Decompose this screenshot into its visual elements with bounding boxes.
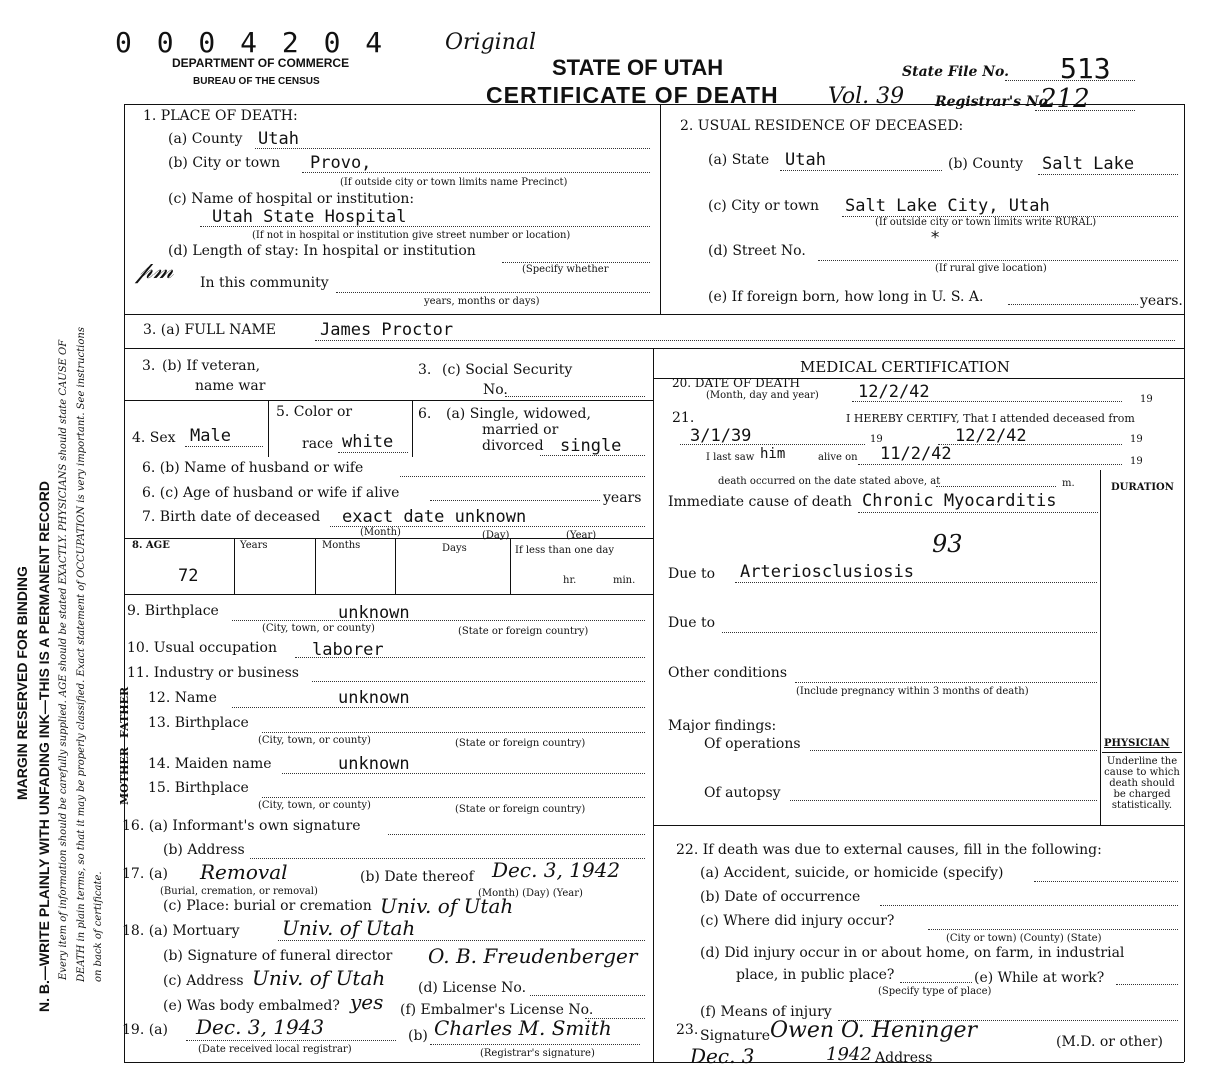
stay-note: (Specify whether [522,264,609,275]
residence-street-value: * [930,228,941,248]
margin-binding-note: MARGIN RESERVED FOR BINDING [14,566,30,800]
ssn-num: 3. [418,362,432,378]
father-name-value: unknown [338,688,410,708]
major-findings-label: Major findings: [668,718,777,734]
funeral-director-value: O. B. Freudenberger [428,944,638,968]
where-note: (City or town) (County) (State) [946,933,1102,944]
veteran-war-label: name war [195,378,266,394]
foreign-born-suffix: years. [1140,293,1183,309]
certify-text: I HEREBY CERTIFY, That I attended deceased from [846,412,1135,425]
age-days-label: Days [442,543,467,554]
original-annotation: Original [445,30,537,55]
duration-label: DURATION [1111,482,1174,493]
death-city-label: (b) City or town [168,155,281,171]
date-of-death-note: (Month, day and year) [706,390,819,401]
immediate-cause-value: Chronic Myocarditis [862,491,1057,511]
birthplace-city-note: (City, town, or county) [262,623,375,634]
informant-label: 16. (a) Informant's own signature [122,818,361,834]
death-city-note: (If outside city or town limits name Precinct) [340,177,568,188]
attended-to-year: 19 [1130,434,1143,445]
burial-value: Removal [200,860,288,884]
mother-birth-state-note: (State or foreign country) [455,804,586,815]
embalmed-label: (e) Was body embalmed? [163,998,340,1014]
state-file-value: 513 [1060,52,1111,85]
margin-instructions-2: DEATH in plain terms, so that it may be properly classified. Exact statement of OCCUPATION is very important. See instructions [76,327,87,982]
occupation-value: laborer [312,640,384,660]
due-to-2-label: Due to [668,615,716,631]
home-label: (d) Did injury occur in or about home, on farm, in industrial [700,945,1125,961]
medical-heading: MEDICAL CERTIFICATION [800,358,1010,376]
date-thereof-label: (b) Date thereof [360,869,474,885]
residence-heading: 2. USUAL RESIDENCE OF DECEASED: [680,118,964,134]
sex-label: 4. Sex [132,430,176,446]
age-hr-label: hr. [563,575,577,586]
veteran-num: 3. [142,358,156,374]
accident-label: (a) Accident, suicide, or homicide (specify) [700,865,1004,881]
external-causes-label: 22. If death was due to external causes, fill in the following: [676,842,1102,858]
while-at-work-label: (e) While at work? [974,970,1105,986]
attended-from-value: 3/1/39 [690,426,752,446]
received-value: Dec. 3, 1943 [196,1015,325,1039]
last-saw-value: him [760,446,786,462]
age-less-day-label: If less than one day [515,545,614,556]
birthdate-day-note: (Day) [482,530,510,541]
burial-note: (Burial, cremation, or removal) [160,886,318,897]
residence-county-value: Salt Lake [1042,154,1135,174]
received-label: 19. (a) [122,1022,168,1038]
age-label: 8. AGE [132,540,170,551]
due-to-value: Arteriosclusiosis [740,562,914,582]
hospital-value: Utah State Hospital [212,207,407,227]
state-title: STATE OF UTAH [552,55,724,80]
other-conditions-label: Other conditions [668,665,788,681]
death-occurred-m: m. [1062,478,1075,489]
residence-city-label: (c) City or town [708,198,820,214]
mother-birth-city-note: (City, town, or county) [258,800,371,811]
birthdate-label: 7. Birth date of deceased [142,509,321,525]
marital-label3: divorced [482,438,544,454]
place-of-death-heading: 1. PLACE OF DEATH: [143,108,298,124]
race-label: race [302,436,334,452]
immediate-cause-label: Immediate cause of death [668,494,852,510]
father-birth-city-note: (City, town, or county) [258,735,371,746]
license-label: (d) License No. [418,980,527,996]
birthdate-value: exact date unknown [342,507,527,527]
embalmed-value: yes [350,990,384,1014]
birthdate-month-note: (Month) [360,527,401,538]
means-of-injury-label: (f) Means of injury [700,1004,832,1020]
age-months-label: Months [322,540,361,551]
length-of-stay-label: (d) Length of stay: In hospital or institution [168,243,476,259]
community-note: years, months or days) [424,296,540,307]
signature-label: Signature [700,1028,771,1044]
marital-value: single [560,436,622,456]
alive-on-value: 11/2/42 [880,444,952,464]
full-name-label: 3. (a) FULL NAME [143,322,276,338]
signature-value: Owen O. Heninger [770,1018,977,1043]
certificate-title: CERTIFICATE OF DEATH [486,82,779,108]
autopsy-label: Of autopsy [704,785,781,801]
certify-num: 21. [672,410,695,426]
industry-label: 11. Industry or business [127,665,299,681]
spouse-age-suffix: years [603,490,642,506]
hospital-note: (If not in hospital or institution give street number or location) [252,230,571,241]
marital-label2: married or [482,422,559,438]
registrar-sig-label: (b) [408,1028,428,1044]
spouse-name-label: 6. (b) Name of husband or wife [142,460,364,476]
color-label: 5. Color or [276,404,353,420]
age-value: 72 [178,566,199,586]
age-min-label: min. [613,575,636,586]
signature-address-label: Address [875,1050,933,1066]
date-of-death-value: 12/2/42 [858,382,930,402]
date-thereof-value: Dec. 3, 1942 [492,858,621,882]
residence-street-note: (If rural give location) [935,263,1047,274]
due-to-label: Due to [668,566,716,582]
mortuary-value: Univ. of Utah [282,916,416,940]
bureau-label: BUREAU OF THE CENSUS [193,76,320,87]
ssn-label2: No. [483,382,508,398]
residence-street-label: (d) Street No. [708,243,806,259]
place-burial-value: Univ. of Utah [380,894,514,918]
stamp-number: 0 0 0 4 2 0 4 [115,26,387,59]
residence-state-value: Utah [785,150,826,170]
signature-date-value: Dec. 3 [690,1044,755,1068]
received-note: (Date received local registrar) [198,1044,352,1055]
residence-city-value: Salt Lake City, Utah [845,196,1050,216]
foreign-born-label: (e) If foreign born, how long in U. S. A. [708,289,984,305]
mother-birthplace-label: 15. Birthplace [148,780,249,796]
volume-annotation: Vol. 39 [828,84,905,109]
registrar-sig-note: (Registrar's signature) [480,1048,595,1059]
spouse-age-label: 6. (c) Age of husband or wife if alive [142,485,400,501]
home-label-2: place, in public place? [736,967,895,983]
attended-to-value: 12/2/42 [955,426,1027,446]
father-side-label: FATHER [118,686,131,738]
hospital-label: (c) Name of hospital or institution: [168,191,415,207]
state-file-label: State File No. [902,64,1010,80]
funeral-director-label: (b) Signature of funeral director [163,948,393,964]
marital-label: (a) Single, widowed, [446,406,591,422]
signature-num: 23. [676,1022,699,1038]
death-occurred-label: death occurred on the date stated above, at [718,476,941,487]
alive-on-year: 19 [1130,456,1143,467]
occupation-label: 10. Usual occupation [127,640,277,656]
informant-address-label: (b) Address [163,842,245,858]
alive-on-label: alive on [818,452,858,463]
physician-note: Underline the cause to which death should be charged statistically. [1104,756,1180,811]
embalmer-license-label: (f) Embalmer's License No. [400,1002,594,1018]
full-name-value: James Proctor [320,320,454,340]
place-burial-label: (c) Place: burial or cremation [163,898,372,914]
death-county-value: Utah [258,129,299,149]
registrar-value: 212 [1040,84,1090,114]
operations-label: Of operations [704,736,801,752]
stay-handwritten-mark: 𝓅𝓂 [136,256,174,284]
sex-value: Male [190,426,231,446]
marital-num: 6. [418,406,432,422]
margin-instructions-1: Every item of information should be carefully supplied. AGE should be stated EXACTLY. PHYSICIANS should state CAUSE OF [58,339,69,980]
date-of-death-year: 19 [1140,394,1153,405]
death-city-value: Provo, [310,153,372,173]
residence-state-label: (a) State [708,152,770,168]
registrar-label: Registrar's No. [935,94,1053,110]
death-county-label: (a) County [168,131,243,147]
mother-maiden-value: unknown [338,754,410,774]
mortuary-label: 18. (a) Mortuary [122,923,240,939]
birthplace-value: unknown [338,603,410,623]
birthplace-label: 9. Birthplace [127,603,219,619]
last-saw-label: I last saw [706,452,755,463]
age-years-label: Years [240,540,268,551]
occurrence-label: (b) Date of occurrence [700,889,861,905]
mother-maiden-label: 14. Maiden name [148,756,272,772]
other-conditions-note: (Include pregnancy within 3 months of death) [796,686,1029,697]
physician-heading: PHYSICIAN [1104,738,1170,749]
fd-address-value: Univ. of Utah [252,966,386,990]
attended-from-year: 19 [870,434,883,445]
signature-year-value: 1942 [826,1044,872,1065]
residence-city-note: (If outside city or town limits write RURAL) [875,217,1097,228]
birthplace-state-note: (State or foreign country) [458,626,589,637]
date-thereof-note: (Month) (Day) (Year) [478,888,583,899]
father-birthplace-label: 13. Birthplace [148,715,249,731]
registrar-sig-value: Charles M. Smith [434,1016,612,1040]
date-of-death-label: 20. DATE OF DEATH [672,376,800,390]
immediate-cause-code: 93 [932,530,963,558]
birthdate-year-note: (Year) [566,530,597,541]
md-label: (M.D. or other) [1056,1034,1163,1050]
fd-address-label: (c) Address [163,973,244,989]
margin-instructions-3: on back of certificate. [93,871,104,982]
race-value: white [342,432,394,452]
veteran-label: (b) If veteran, [162,358,261,374]
burial-label: 17. (a) [122,866,168,882]
mother-side-label: MOTHER [118,747,131,805]
ssn-label: (c) Social Security [442,362,573,378]
father-birth-state-note: (State or foreign country) [455,738,586,749]
residence-county-label: (b) County [948,156,1024,172]
home-note: (Specify type of place) [878,986,992,997]
father-name-label: 12. Name [148,690,217,706]
where-label: (c) Where did injury occur? [700,913,895,929]
community-label: In this community [200,275,329,291]
margin-permanent-note: N. B.—WRITE PLAINLY WITH UNFADING INK—THIS IS A PERMANENT RECORD [36,481,52,1012]
department-label: DEPARTMENT OF COMMERCE [172,56,350,70]
